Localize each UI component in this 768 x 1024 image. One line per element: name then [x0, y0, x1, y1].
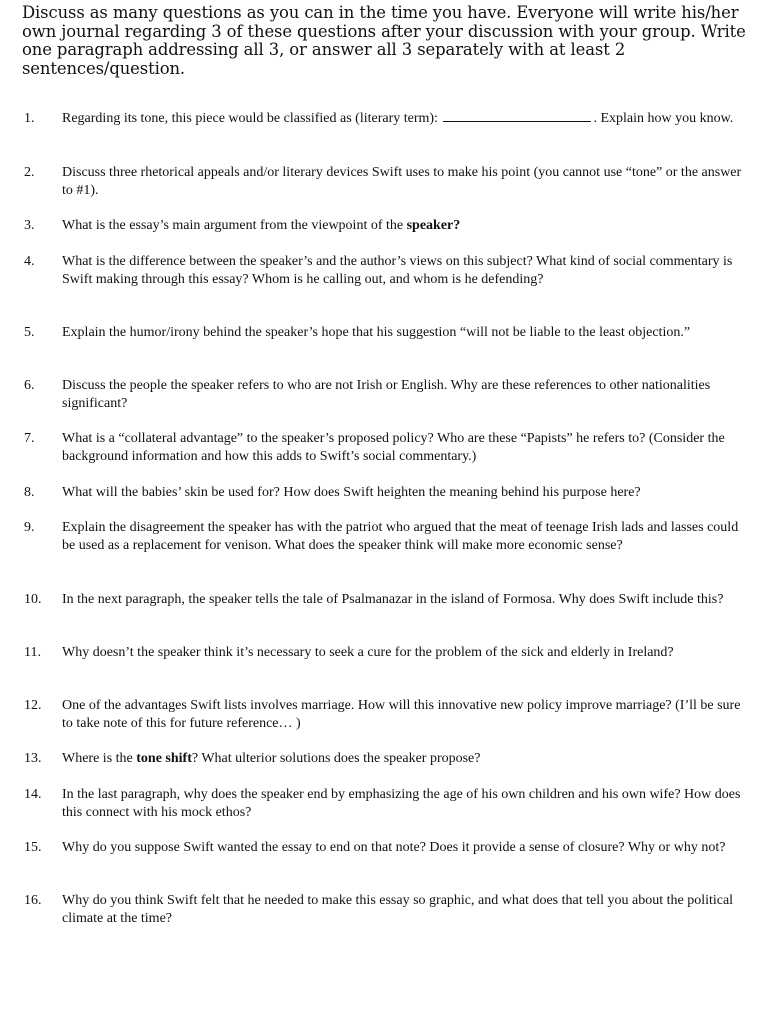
question-text: Explain the disagreement the speaker has with the patriot who argued that the meat of teenage Irish lads and lasses could be used as a replacement for venison. What does the speaker think will make more economic sense?: [62, 520, 739, 553]
instructions-paragraph: Discuss as many questions as you can in the time you have. Everyone will write his/her own journal regarding 3 of these questions after your discussion with your group. Write one paragraph addressing all 3, or answer all 3 separately with at least 2 sentences/question.: [22, 3, 746, 78]
question-text: What is the difference between the speaker’s and the author’s views on this subject? What kind of social commentary is Swift making through this essay? Whom is he calling out, and whom is he defending?: [62, 254, 733, 287]
question-number: 9.: [24, 520, 35, 535]
bold-term: tone shift: [136, 751, 192, 766]
question-number: 10.: [24, 592, 42, 607]
bold-term: speaker?: [406, 218, 461, 233]
question-text: What will the babies’ skin be used for? How does Swift heighten the meaning behind his purpose here?: [62, 485, 641, 500]
answer-blank-line: [443, 110, 591, 122]
question-text: One of the advantages Swift lists involves marriage. How will this innovative new policy improve marriage? (I’ll be sure to take note of this for future reference… ): [62, 698, 741, 731]
question-text: In the next paragraph, the speaker tells the tale of Psalmanazar in the island of Formosa. Why does Swift include this?: [62, 592, 724, 607]
question-number: 14.: [24, 787, 42, 802]
question-number: 6.: [24, 378, 35, 393]
question-text: In the last paragraph, why does the speaker end by emphasizing the age of his own children and his own wife? How does this connect with his mock ethos?: [62, 787, 741, 820]
question-number: 1.: [24, 111, 35, 126]
question-text: Discuss three rhetorical appeals and/or literary devices Swift uses to make his point (you cannot use “tone” or the answer to #1).: [62, 165, 742, 198]
question-text: Where is the tone shift? What ulterior solutions does the speaker propose?: [62, 751, 481, 766]
question-number: 8.: [24, 485, 35, 500]
question-number: 16.: [24, 893, 42, 908]
question-text: What is a “collateral advantage” to the speaker’s proposed policy? Who are these “Papists” he refers to? (Consider the background information and how this adds to Swift’s social commentary.): [62, 431, 725, 464]
question-number: 5.: [24, 325, 35, 340]
question-number: 7.: [24, 431, 35, 446]
question-number: 11.: [24, 645, 41, 660]
question-text: Discuss the people the speaker refers to who are not Irish or English. Why are these references to other nationalities significant?: [62, 378, 711, 411]
question-number: 2.: [24, 165, 35, 180]
question-text: Why do you think Swift felt that he needed to make this essay so graphic, and what does that tell you about the political climate at the time?: [62, 893, 734, 926]
question-text: Regarding its tone, this piece would be classified as (literary term): . Explain how you know.: [62, 111, 734, 126]
question-text: Explain the humor/irony behind the speaker’s hope that his suggestion “will not be liable to the least objection.”: [62, 325, 691, 340]
question-number: 15.: [24, 840, 42, 855]
question-text: Why doesn’t the speaker think it’s necessary to seek a cure for the problem of the sick and elderly in Ireland?: [62, 645, 674, 660]
question-text: Why do you suppose Swift wanted the essay to end on that note? Does it provide a sense of closure? Why or why not?: [62, 840, 726, 855]
question-number: 4.: [24, 254, 35, 269]
question-text: What is the essay’s main argument from the viewpoint of the speaker?: [62, 218, 461, 233]
question-number: 12.: [24, 698, 42, 713]
question-number: 3.: [24, 218, 35, 233]
question-number: 13.: [24, 751, 42, 766]
